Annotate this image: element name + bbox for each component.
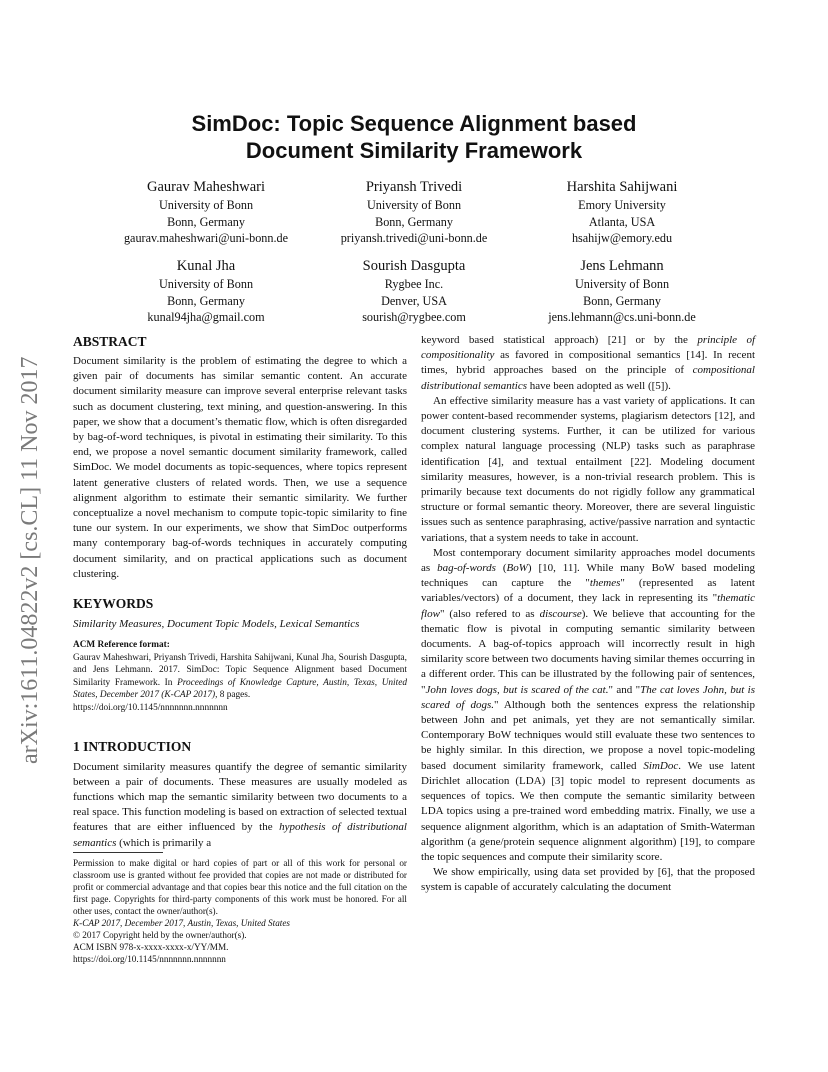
text-span: as favored in compositional semantics [14]. In recent times, hybrid approaches based on the principle of	[421, 349, 755, 377]
acm-ref-pages: 8 pages.	[217, 690, 251, 701]
author-affiliation: University of Bonn	[366, 198, 462, 212]
introduction-text	[73, 760, 407, 851]
left-column	[73, 333, 407, 851]
abstract-heading: ABSTRACT	[73, 334, 147, 349]
text-emphasis: BoW	[506, 562, 528, 575]
right-paragraph-3	[421, 546, 755, 865]
text-span: . We use latent Dirichlet allocation (LDA) [3] topic model to represent documents as sequences of topics. We then compute the semantic similarity between LDA topics using a pre-trained word embedding matrix. Finally, we use a sequence alignment algorithm, which is an adaptation of Smith-Waterman algorithm (a gene/protein sequence alignment algorithm) [19], to compare the topic sequences and compute their similarity score.	[421, 759, 755, 863]
acm-ref-doi[interactable]: https://doi.org/10.1145/nnnnnnn.nnnnnnn	[73, 703, 228, 714]
text-emphasis: themes	[589, 577, 621, 590]
author-name: Harshita Sahijwani	[566, 179, 678, 195]
author-email[interactable]: kunal94jha@gmail.com	[147, 310, 265, 324]
keywords-text: Similarity Measures, Document Topic Models, Lexical Semantics	[73, 618, 360, 631]
acm-ref-text	[73, 652, 407, 715]
author-block	[512, 178, 732, 247]
author-location: Bonn, Germany	[375, 214, 453, 229]
author-location: Bonn, Germany	[167, 214, 245, 229]
author-email[interactable]: jens.lehmann@cs.uni-bonn.de	[548, 310, 696, 324]
footnote-permission: Permission to make digital or hard copies of part or all of this work for personal or classroom use is granted without fee provided that copies are not made or distributed for profit or commercial advantage and that copies bear this notice and the full citation on the first page. Copyrights for third-party components of this work must be honored. For all other uses, contact the owner/author(s).	[73, 858, 407, 916]
author-email[interactable]: sourish@rygbee.com	[362, 310, 466, 324]
author-name: Kunal Jha	[176, 258, 236, 274]
author-name: Priyansh Trivedi	[365, 179, 463, 195]
arxiv-stamp-text: arXiv:1611.04822v2 [cs.CL] 11 Nov 2017	[17, 356, 43, 764]
text-emphasis: discourse	[539, 607, 582, 620]
author-block	[96, 178, 316, 247]
right-paragraph-1	[421, 333, 755, 394]
title-line-1: SimDoc: Topic Sequence Alignment based	[191, 111, 637, 136]
text-emphasis: John loves dogs, but is scared of the cat.	[425, 683, 609, 696]
text-span: Most contemporary document similarity approaches model documents as	[421, 546, 755, 575]
author-location: Bonn, Germany	[583, 293, 661, 308]
footnote-copyright: © 2017 Copyright held by the owner/author(s).	[73, 930, 247, 940]
acm-ref-venue: Proceedings of Knowledge Capture, Austin, Texas, United States, December 2017 (K-CAP 2017),	[73, 677, 408, 701]
right-paragraph-4: We show empirically, using data set provided by [6], that the proposed system is capable of accurately calculating the document	[421, 866, 755, 894]
author-affiliation: University of Bonn	[158, 277, 254, 291]
author-email[interactable]: hsahijw@emory.edu	[571, 231, 673, 245]
text-span: keyword based statistical approach) [21] or by the	[421, 334, 698, 346]
text-span: ) [10, 11]. While many BoW based modeling techniques can capture the "	[421, 562, 755, 590]
text-span: " Although both the sentences express the relationship between John and pet animals, yet they are not semantically similar. Contemporary BoW techniques would still evaluate these two sentences to be highly similar. In this direction, we propose a novel topic-modeling based document similarity framework, called	[421, 698, 755, 772]
footnote-isbn: ACM ISBN 978-x-xxxx-xxxx-x/YY/MM.	[73, 942, 229, 952]
text-emphasis: thematic flow	[421, 592, 755, 620]
text-span: " (represented as latent variables/vectors) of a document, they lack in representing its "	[421, 577, 755, 605]
footnote-rule	[73, 852, 163, 853]
text-span: ). We believe that accounting for the thematic flow is pivotal in computing semantic similarity between documents. A bag-of-topics approach will incorrectly result in high similarity score between two documents having similar themes occurring in a different order. This can be illustrated by the following pair of sentences, "	[421, 607, 755, 696]
intro-emphasis: hypothesis of distributional semantics	[73, 821, 407, 849]
author-affiliation: Rygbee Inc.	[384, 277, 444, 291]
intro-body: Document similarity measures quantify the degree of semantic similarity between a pair of documents. These measures are usually modeled as functions which map the semantic similarity between two documents to a real space. This function modeling is based on extraction of selected textual features that are either influenced by the	[73, 760, 407, 834]
author-name: Jens Lehmann	[580, 258, 664, 274]
author-block	[512, 257, 732, 326]
footnote-doi[interactable]: https://doi.org/10.1145/nnnnnnn.nnnnnnn	[73, 954, 226, 964]
text-span: (	[495, 562, 507, 575]
text-emphasis: compositional distributional semantics	[421, 364, 755, 392]
footnote	[73, 857, 407, 965]
author-block	[304, 257, 524, 326]
text-emphasis: principle of compositionality	[421, 334, 755, 362]
title-line-2: Document Similarity Framework	[245, 138, 583, 163]
right-paragraph-2: An effective similarity measure has a vast variety of applications. It can power content-based recommender systems, plagiarism detectors [12], and document clustering systems. Further, it can be utilized for various complex natural language processing (NLP) tasks such as paraphrase identification [4], and textual entailment [22]. Modeling document similarity measures, however, is a non-trivial research problem. This is primarily because text documents do not rigidly follow any grammatical structure or formal semantic theory. Moreover, there are several linguistic issues such as sentence paraphrasing, active/passive narration and syntactic variations, that a system needs to take in account.	[421, 394, 755, 544]
author-location: Bonn, Germany	[167, 293, 245, 308]
author-email[interactable]: priyansh.trivedi@uni-bonn.de	[340, 231, 488, 245]
right-column	[421, 333, 755, 896]
intro-tail: (which is primarily a	[116, 836, 212, 849]
author-location: Denver, USA	[381, 293, 447, 308]
author-name: Sourish Dasgupta	[362, 258, 466, 274]
paper-title	[0, 110, 828, 164]
author-block	[304, 178, 524, 247]
acm-ref-heading: ACM Reference format:	[73, 640, 170, 651]
author-affiliation: University of Bonn	[574, 277, 670, 291]
author-affiliation: Emory University	[578, 198, 666, 212]
text-emphasis: bag-of-words	[437, 562, 496, 575]
keywords-heading: KEYWORDS	[73, 596, 154, 612]
text-emphasis: SimDoc	[643, 759, 679, 772]
text-emphasis: The cat loves John, but is scared of dogs.	[421, 683, 755, 711]
acm-ref-body: Gaurav Maheshwari, Priyansh Trivedi, Harshita Sahijwani, Kunal Jha, Sourish Dasgupta, and Jens Lehmann. 2017. SimDoc: Topic Sequence Alignment based Document Similarity Framework. In	[73, 652, 407, 688]
text-span: have been adopted as well ([5]).	[527, 379, 671, 392]
author-location: Atlanta, USA	[588, 214, 656, 229]
footnote-venue: K-CAP 2017, December 2017, Austin, Texas, United States	[73, 918, 290, 928]
text-span: " (also refered to as	[439, 607, 540, 620]
introduction-heading: 1 INTRODUCTION	[73, 738, 192, 754]
author-email[interactable]: gaurav.maheshwari@uni-bonn.de	[123, 231, 289, 245]
author-name: Gaurav Maheshwari	[147, 179, 265, 195]
author-block	[96, 257, 316, 326]
text-span: " and "	[608, 683, 641, 696]
abstract-text: Document similarity is the problem of estimating the degree to which a given pair of documents has similar semantic content. An accurate document similarity measure can improve several enterprise relevant tasks such as document clustering, text mining, and question-answering. In this paper, we show that a document’s thematic flow, which is often disregarded by bag-of-word techniques, is pivotal in estimating their similarity. To this end, we propose a novel semantic document similarity framework, called SimDoc. We model documents as topic-sequences, where topics represent latent generative clusters of related words. Then, we use a sequence alignment algorithm to estimate their semantic similarity. We further conceptualize a novel mechanism to compute topic-topic similarity to fine tune our system. In our experiments, we show that SimDoc outperforms many contemporary bag-of-words techniques in accurately computing document similarity, and on practical applications such as document clustering.	[73, 355, 407, 580]
author-affiliation: University of Bonn	[158, 198, 254, 212]
arxiv-stamp	[12, 284, 48, 764]
